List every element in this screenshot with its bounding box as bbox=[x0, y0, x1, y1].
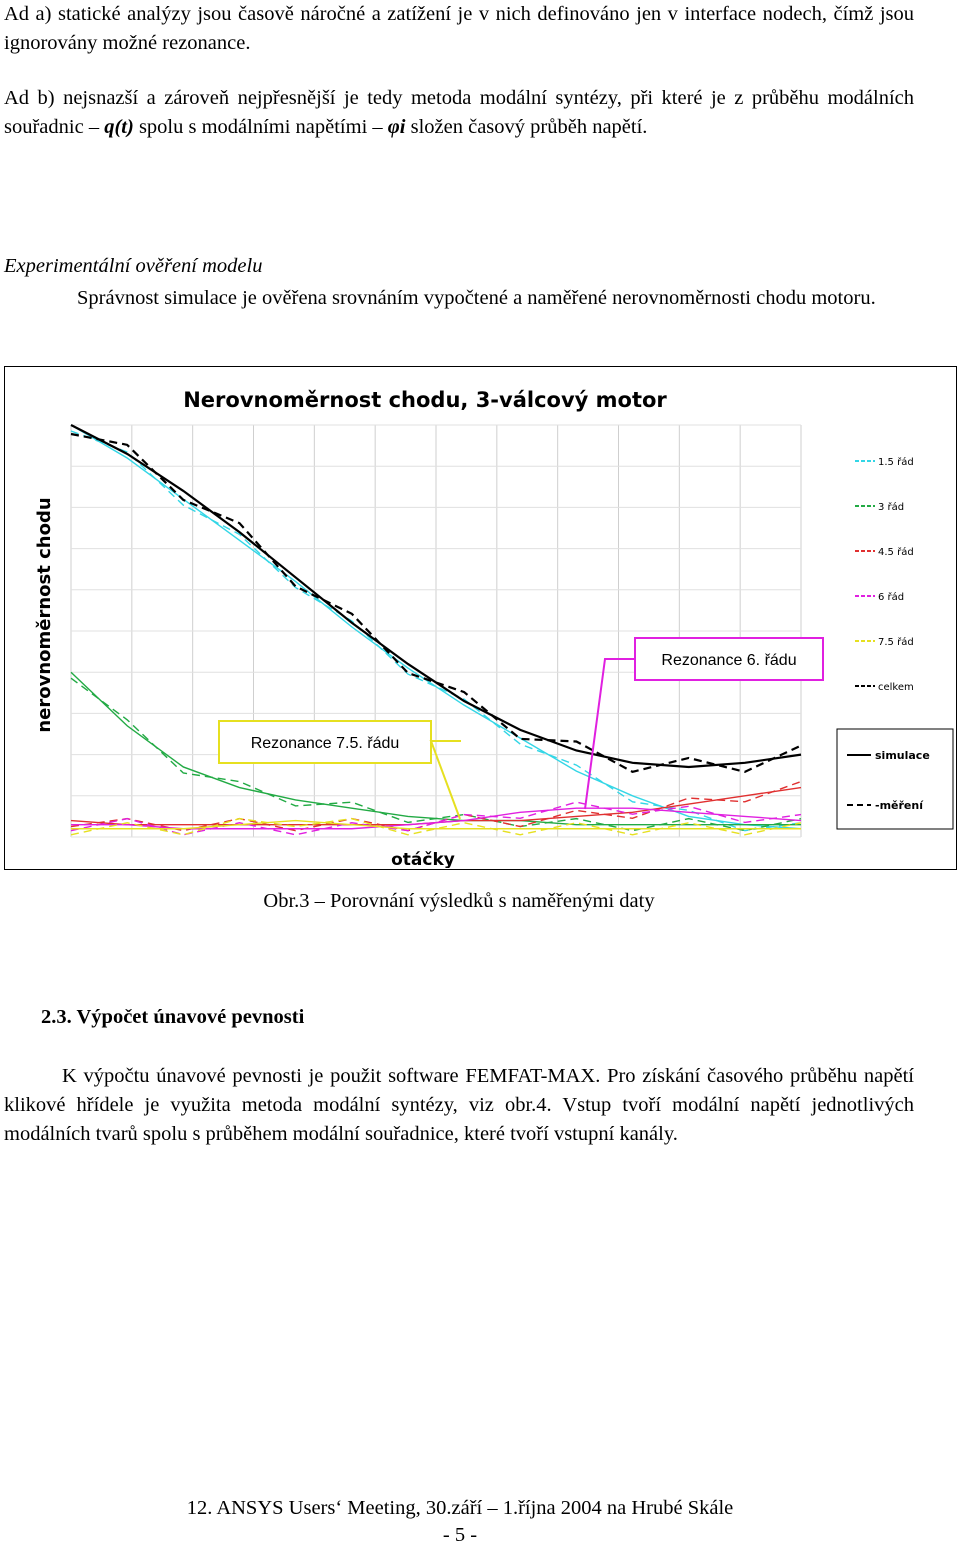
modal-coordinate-symbol: q(t) bbox=[104, 116, 134, 138]
paragraph-ad-b bbox=[4, 84, 914, 142]
legend-label: 4.5 řád bbox=[878, 547, 914, 558]
chart-legend bbox=[837, 456, 953, 829]
style-legend-label: -měření bbox=[875, 799, 923, 812]
figure-caption: Obr.3 – Porovnání výsledků s naměřenými daty bbox=[263, 890, 655, 912]
chart-xlabel: otáčky bbox=[391, 850, 455, 868]
chart-grid bbox=[71, 425, 801, 837]
legend-label: celkem bbox=[878, 682, 914, 693]
experiment-heading: Experimentální ověření modelu bbox=[4, 255, 263, 277]
style-legend-label: simulace bbox=[875, 749, 930, 762]
paragraph-ad-b-part2: spolu s modálními napětími – bbox=[138, 116, 383, 138]
page-number: - 5 - bbox=[442, 1524, 478, 1546]
annotation-label: Rezonance 6. řádu bbox=[661, 652, 797, 669]
chart-ylabel: nerovnoměrnost chodu bbox=[34, 497, 55, 733]
style-legend-box bbox=[837, 729, 953, 829]
legend-label: 6 řád bbox=[878, 592, 905, 603]
legend-label: 7.5 řád bbox=[878, 637, 914, 648]
paragraph-ad-b-part1: Ad b) nejsnazší a zároveň nejpřesnější je tedy metoda modální syntézy, při které je z průběhu modálních souřadnic – bbox=[4, 87, 914, 138]
legend-label: 1.5 řád bbox=[878, 457, 914, 468]
legend-label: 3 řád bbox=[878, 502, 905, 513]
chart-title: Nerovnoměrnost chodu, 3-válcový motor bbox=[183, 388, 667, 412]
modal-stress-symbol: φi bbox=[387, 116, 406, 138]
paragraph-ad-b-part3: složen časový průběh napětí. bbox=[410, 116, 648, 138]
fatigue-paragraph: K výpočtu únavové pevnosti je použit software FEMFAT-MAX. Pro získání časového průběhu napětí klikové hřídele je využita metoda modální syntézy, viz obr.4. Vstup tvoří modální napětí jednotlivých modálních tvarů spolu s průběhem modální souřadnice, které tvoří vstupní kanály. bbox=[4, 1065, 914, 1145]
annotation-label: Rezonance 7.5. řádu bbox=[250, 735, 400, 752]
footer-conference: 12. ANSYS Users‘ Meeting, 30.září – 1.října 2004 na Hrubé Skále bbox=[186, 1497, 734, 1519]
chart-annotations bbox=[219, 638, 823, 819]
chart-svg bbox=[5, 367, 955, 868]
experiment-paragraph: Správnost simulace je ověřena srovnáním vypočtené a naměřené nerovnoměrnosti chodu motoru. bbox=[77, 287, 876, 309]
section-heading-fatigue: 2.3. Výpočet únavové pevnosti bbox=[41, 1006, 305, 1028]
chart-figure bbox=[4, 366, 957, 870]
paragraph-ad-a: Ad a) statické analýzy jsou časově náročné a zatížení je v nich definováno jen v interface nodech, čímž jsou ignorovány možné rezonance. bbox=[4, 3, 914, 54]
